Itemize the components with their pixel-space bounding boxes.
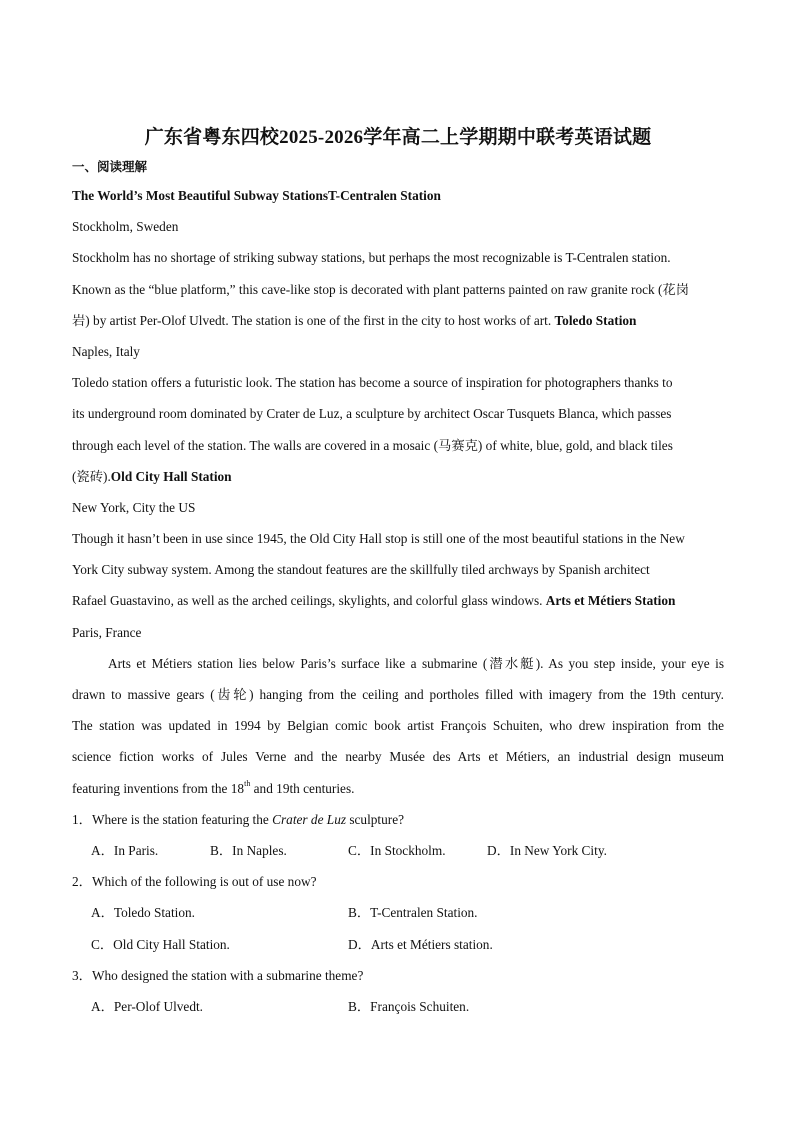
passage-line: through each level of the station. The walls are covered in a mosaic (马赛克) of white, blue, gold, and black tiles [72, 437, 673, 453]
passage-line [72, 305, 724, 336]
passage-line [72, 585, 724, 616]
question-2-options-row-1 [72, 897, 724, 928]
station-heading: Old City Hall Station [110, 468, 232, 484]
question-italic: Crater de Luz [272, 811, 347, 827]
option-c: C．In Stockholm. [348, 842, 446, 858]
passage-heading: The World’s Most Beautiful Subway StationsT-Centralen Station [72, 188, 441, 203]
exam-page [72, 124, 724, 1022]
option-a: A．Per-Olof Ulvedt. [91, 998, 203, 1014]
question-2-stem: 2．Which of the following is out of use now? [72, 874, 317, 890]
station-location: Naples, Italy [72, 343, 140, 359]
station-heading: Arts et Métiers Station [545, 593, 676, 609]
question-2-options-row-2 [72, 929, 724, 960]
passage-line: Known as the “blue platform,” this cave-like stop is decorated with plant patterns painted on raw granite rock (花岗 [72, 281, 690, 297]
station-location: Stockholm, Sweden [72, 219, 179, 235]
passage-line [72, 773, 724, 804]
option-a: A．Toledo Station. [91, 905, 195, 921]
passage-line: Arts et Métiers station lies below Paris’s surface like a submarine (潜水艇). As you step inside, your eye is [108, 655, 724, 671]
passage-line: Though it hasn’t been in use since 1945, the Old City Hall stop is still one of the most beautiful stations in the New [72, 531, 685, 547]
question-3-options-row-1 [72, 991, 724, 1022]
passage-line: York City subway system. Among the standout features are the skillfully tiled archways by Spanish architect [72, 562, 650, 578]
passage-text: and 19th centuries. [250, 780, 355, 796]
passage-text: 岩) by artist Per-Olof Ulvedt. The station is one of the first in the city to host works of art. [72, 312, 552, 328]
superscript: th [244, 779, 251, 789]
option-b: B．In Naples. [210, 842, 287, 858]
option-b: B．François Schuiten. [348, 998, 470, 1014]
page-title: 广东省粤东四校2025-2026学年高二上学期期中联考英语试题 [144, 127, 652, 148]
station-location: New York, City the US [72, 499, 196, 515]
question-text: sculpture? [346, 811, 404, 827]
passage-line: science fiction works of Jules Verne and the nearby Musée des Arts et Métiers, an industrial design museum [72, 749, 724, 765]
station-location: Paris, France [72, 624, 142, 640]
passage-line: its underground room dominated by Crater de Luz, a sculpture by architect Oscar Tusquets Blanca, which passes [72, 406, 672, 422]
question-1-stem [72, 804, 724, 835]
option-d: D．In New York City. [487, 842, 607, 858]
passage-text: (瓷砖). [72, 468, 111, 484]
passage-line: drawn to massive gears (齿轮) hanging from the ceiling and portholes filled with imagery from the 19th century. [72, 687, 724, 702]
passage-text: Rafael Guastavino, as well as the arched ceilings, skylights, and colorful glass windows. [72, 593, 543, 609]
option-d: D．Arts et Métiers station. [348, 936, 493, 952]
question-1-options [72, 835, 724, 866]
question-3-stem: 3．Who designed the station with a submarine theme? [72, 967, 364, 983]
passage-line [72, 461, 724, 492]
option-a: A．In Paris. [91, 842, 159, 858]
passage-line: Toledo station offers a futuristic look. The station has become a source of inspiration for photographers thanks to [72, 375, 673, 391]
passage-line: The station was updated in 1994 by Belgian comic book artist François Schuiten, who drew inspiration from the [72, 718, 724, 734]
option-b: B．T-Centralen Station. [348, 905, 478, 921]
station-heading: Toledo Station [554, 312, 637, 328]
passage-text: featuring inventions from the 18 [72, 780, 245, 796]
section-heading: 一、阅读理解 [72, 159, 148, 174]
option-c: C．Old City Hall Station. [91, 936, 230, 952]
question-text: 1．Where is the station featuring the [72, 811, 273, 827]
passage-line: Stockholm has no shortage of striking subway stations, but perhaps the most recognizable is T-Centralen station. [72, 250, 671, 266]
